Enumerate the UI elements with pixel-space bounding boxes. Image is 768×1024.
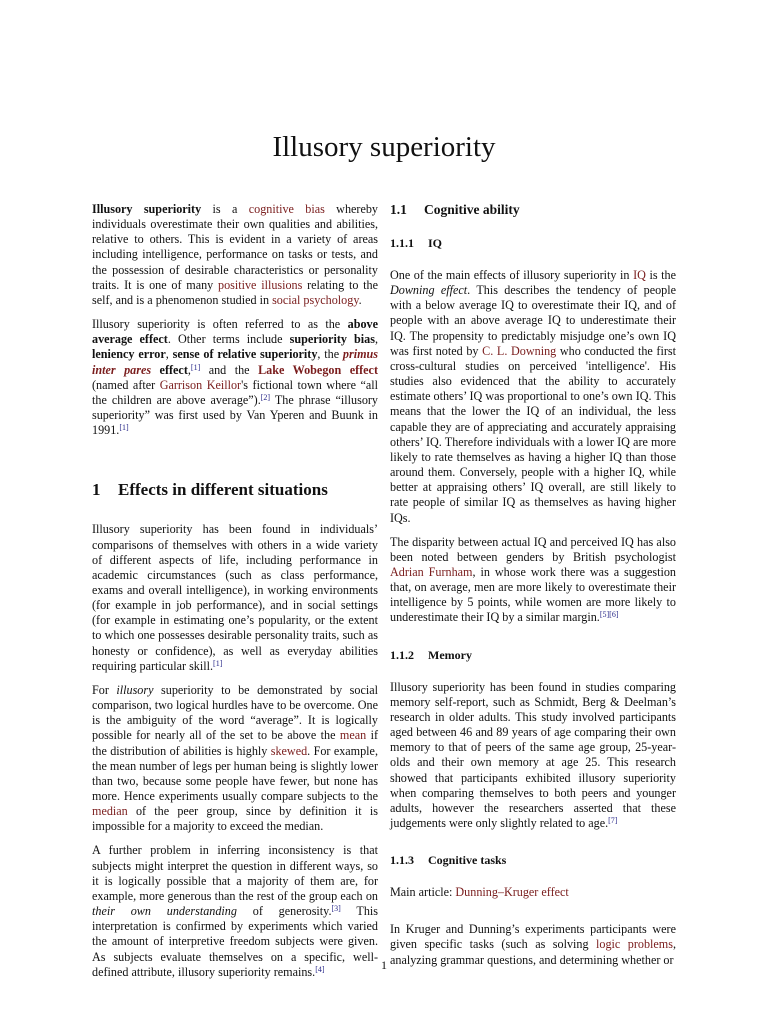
citation[interactable]: [4] <box>315 964 325 974</box>
link-skewed[interactable]: skewed <box>270 743 308 758</box>
citation[interactable]: [3] <box>331 904 341 914</box>
section-heading: 1 Effects in different situations <box>92 480 328 500</box>
link-iq[interactable]: IQ <box>633 268 646 282</box>
subsection-heading: 1.1 Cognitive ability <box>390 202 520 217</box>
citation[interactable]: [1] <box>190 362 201 372</box>
citation[interactable]: [7] <box>608 816 618 825</box>
link-logic-problems[interactable]: logic problems <box>596 937 673 952</box>
subsubsection-heading-cognitive-tasks: 1.1.3 Cognitive tasks <box>390 853 507 868</box>
iq-paragraph-1: One of the main effects of illusory superiority in IQ is the Downing effect. This describes the tendency of people with a below average IQ to overestimate their IQ, and of people with an above average IQ to underestimate their IQ. The propensity to predictably misjudge one’s own IQ was first noted by C. L. Downing who conducted the first cross-cultural studies on perceived 'intelligence'. His studies also evidenced that the ability to accurately estimate others’ IQ was proportional to one’s own IQ. This means that the lower the IQ of an individual, the less capable they are of appreciating and accurately appraising others’ IQ. Therefore individuals with a lower IQ are more likely to rate themselves as having a higher IQ than those around them. Conversely, people with a higher IQ, while better at appraising others’ IQ overall, are still likely to rate people of similar IQ as themselves as having higher IQs. <box>390 268 677 525</box>
subsubsection-heading-memory: 1.1.2 Memory <box>390 647 472 662</box>
term-bold: Illusory superiority <box>92 202 202 216</box>
link-garrison-keillor[interactable]: Garrison Keillor <box>159 377 242 392</box>
link-primus-inter-pares[interactable]: primus inter pares <box>92 347 379 377</box>
iq-paragraph-2: The disparity between actual IQ and perceived IQ has also been noted between genders by British psychologist Adrian Furnham, in whose work there was a suggestion that, on average, men are more likely to overestimate their intelligence by 5 points, while women are more likely to underestimate their IQ by a similar margin.[5][6] <box>390 534 676 625</box>
tasks-paragraph-1: In Kruger and Dunning’s experiments participants were given specific tasks (such as solving logic problems, analyzing grammar questions, and determining whether or <box>390 922 676 967</box>
page-number: 1 <box>381 958 387 972</box>
citation[interactable]: [5][6] <box>599 610 619 620</box>
subsubsection-heading-iq: 1.1.1 IQ <box>390 236 443 250</box>
link-cl-downing[interactable]: C. L. Downing <box>482 343 557 358</box>
left-column <box>92 202 378 989</box>
citation[interactable]: [1] <box>213 658 223 668</box>
link-dunning-kruger-effect[interactable]: Dunning–Kruger effect <box>455 885 569 900</box>
section1-paragraph-2: For illusory superiority to be demonstrated by social comparison, two logical hurdles have to be overcome. One is the ambiguity of the word “average”. It is logically possible for nearly all of the set to be above the mean if the distribution of abilities is highly skewed. For example, the mean number of legs per human being is slightly lower than two, because some people have fewer, but none has more. Hence experiments usually compare subjects to the median of the peer group, since by definition it is impossible for a majority to exceed the median. <box>92 682 378 834</box>
intro-paragraph-1: Illusory superiority is a cognitive bias whereby individuals overestimate their own qualities and abilities, relative to others. This is evident in a variety of areas including intelligence, performance on tasks or tests, and the possession of desirable characteristics or personality traits. It is one of many positive illusions relating to the self, and is a phenomenon studied in social psychology. <box>92 202 378 307</box>
memory-paragraph-1: Illusory superiority has been found in studies comparing memory self-report, such as Schmidt, Berg & Deelman’s research in older adults. This study involved participants aged between 46 and 89 years of age comparing their own memory to that of peers of the same age group, 25-year-olds and their own memory at age 25. This research showed that participants exhibited illusory superiority when comparing themselves to both peers and younger adults, however the researchers asserted that these judgements were only slightly related to age.[7] <box>390 679 676 830</box>
section1-paragraph-1: Illusory superiority has been found in individuals’ comparisons of themselves with others in a wide variety of different aspects of life, including performance in academic circumstances (such as class performance, exams and overall intelligence), in working environments (for example in job performance), and in social settings (for example in estimating one’s popularity, or the extent to which one possesses desirable personality traits, such as honesty or confidence), as well as everyday abilities requiring particular skill.[1] <box>92 522 378 673</box>
section1-paragraph-3: A further problem in inferring inconsistency is that subjects might interpret the question in different ways, so it is logically possible that a majority of them are, for example, more generous than the rest of the group each on their own understanding of generosity.[3] This interpretation is confirmed by experiments which varied the amount of interpretive freedom subjects were given. As subjects evaluate themselves on a specific, well-defined attribute, illusory superiority remains.[4] <box>92 843 378 979</box>
link-mean[interactable]: mean <box>339 728 367 743</box>
citation[interactable]: [1] <box>119 423 129 433</box>
link-lake-wobegon-effect[interactable]: Lake Wobegon effect <box>258 362 378 377</box>
right-column <box>390 202 676 977</box>
link-adrian-furnham[interactable]: Adrian Furnham <box>390 564 473 579</box>
link-cognitive-bias[interactable]: cognitive bias <box>248 202 325 216</box>
main-article-note: Main article: Dunning–Kruger effect <box>390 885 569 900</box>
intro-paragraph-2: Illusory superiority is often referred to as the above average effect. Other terms include superiority bias, leniency error, sense of relative superiority, the primus inter pares effect,[1] and the Lake Wobegon effect (named after Garrison Keillor's fictional town where “all the children are above average”).[2] The phrase “illusory superiority” was first used by Van Yperen and Buunk in 1991.[1] <box>92 317 379 438</box>
citation[interactable]: [2] <box>260 392 271 402</box>
link-social-psychology[interactable]: social psychology <box>272 292 359 307</box>
link-median[interactable]: median <box>92 804 128 819</box>
page-title: Illusory superiority <box>272 131 496 164</box>
link-positive-illusions[interactable]: positive illusions <box>218 277 303 292</box>
